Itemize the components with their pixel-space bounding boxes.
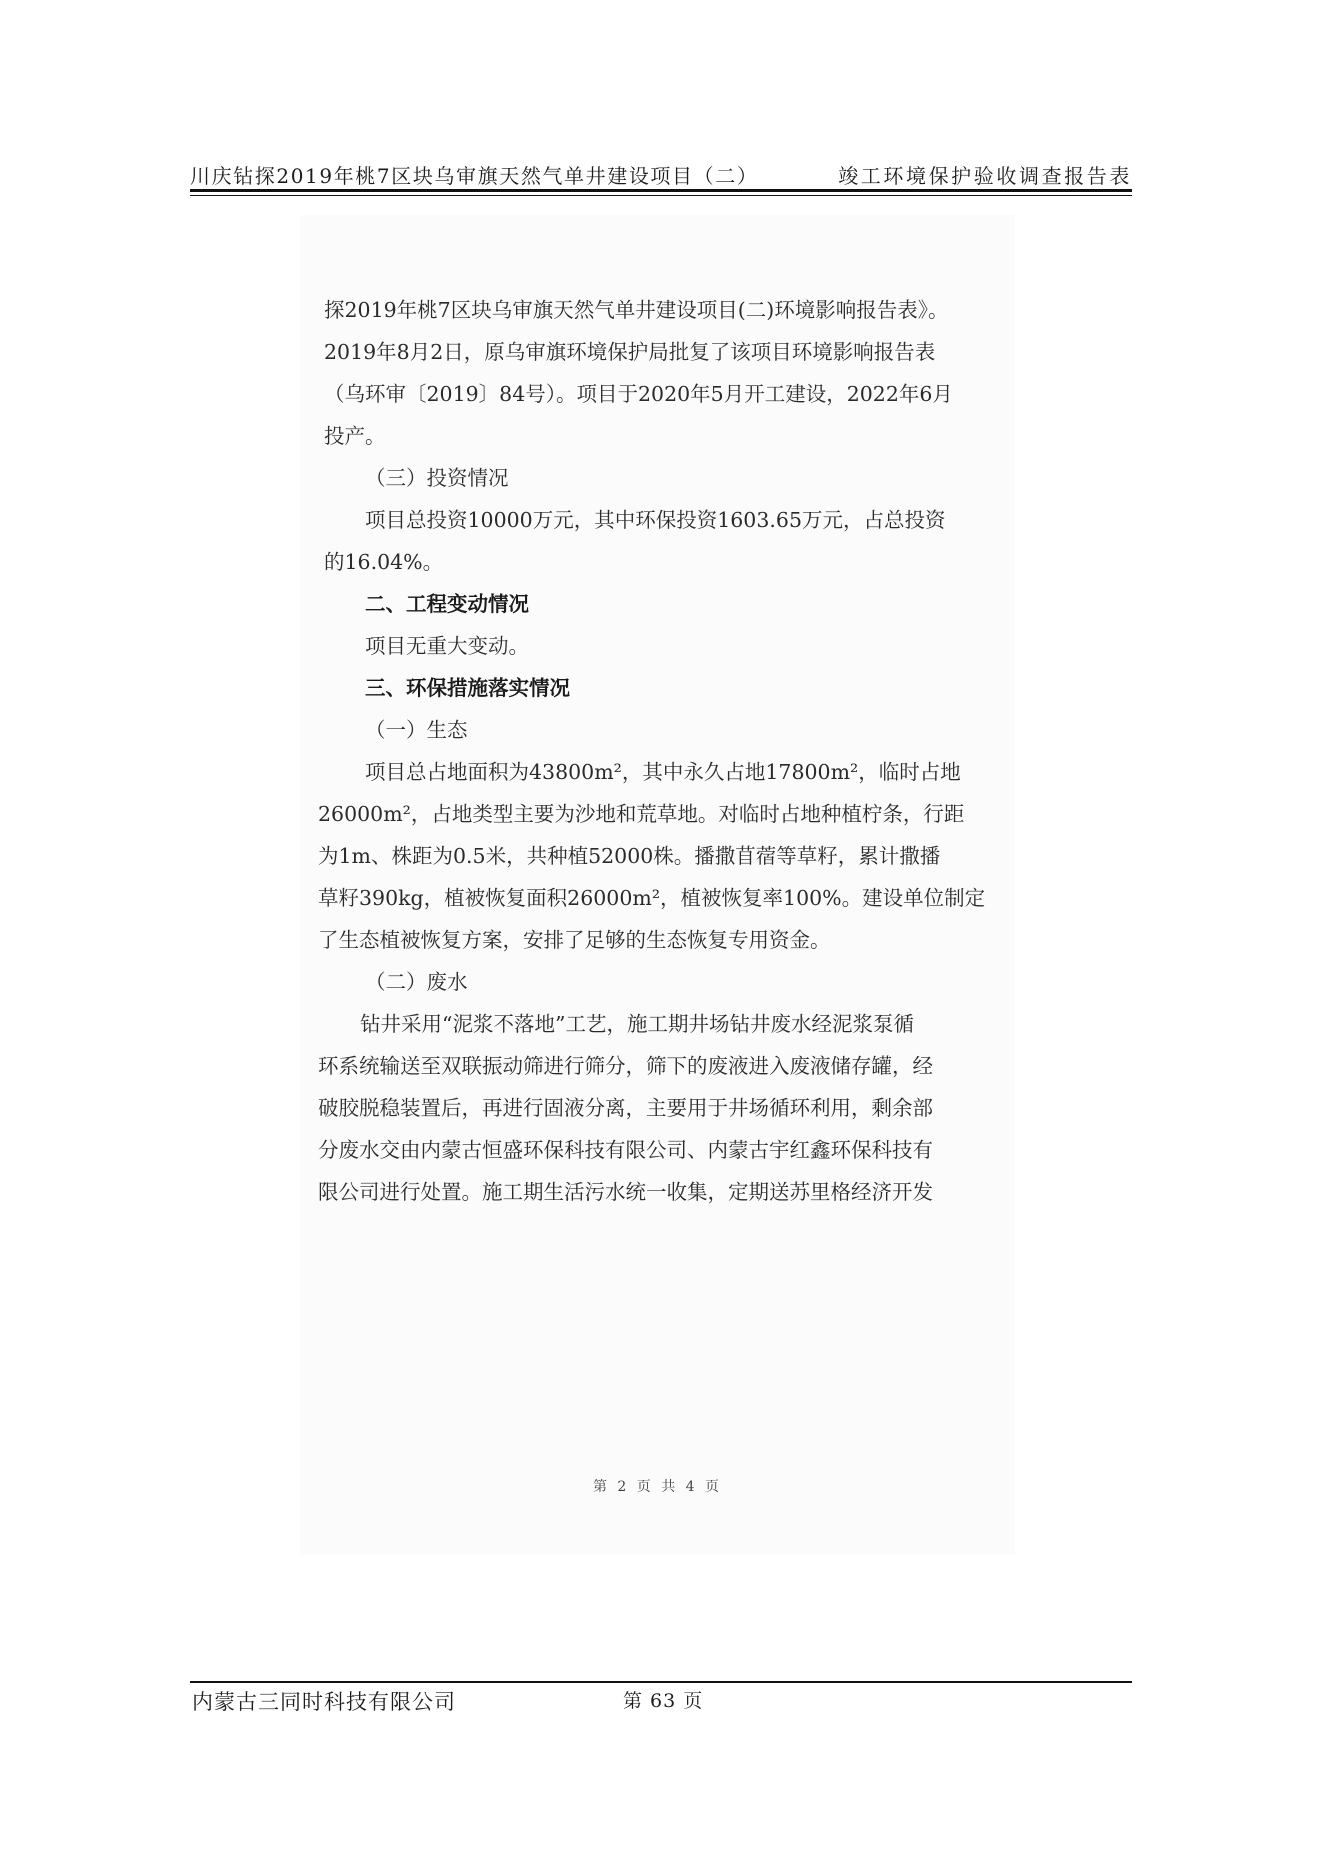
header-report-title: 竣工环境保护验收调查报告表	[838, 164, 1132, 188]
section-heading-wastewater: （二）废水	[365, 970, 468, 994]
body-line-3: （乌环审〔2019〕84号）。项目于2020年5月开工建设，2022年6月	[324, 382, 953, 406]
body-line-1: 探2019年桃7区块乌审旗天然气单井建设项目(二)环境影响报告表》。	[324, 298, 949, 322]
inner-page-number: 第 2 页 共 4 页	[592, 1479, 723, 1495]
body-line-21: 分废水交由内蒙古恒盛环保科技有限公司、内蒙古宇红鑫环保科技有	[318, 1138, 933, 1162]
body-line-9: 项目无重大变动。	[365, 634, 529, 658]
body-line-20: 破胶脱稳装置后，再进行固液分离，主要用于井场循环利用，剩余部	[318, 1096, 933, 1120]
page-header	[190, 154, 1132, 194]
section-heading-ecology: （一）生态	[365, 718, 468, 742]
body-line-2: 2019年8月2日，原乌审旗环境保护局批复了该项目环境影响报告表	[324, 340, 936, 364]
body-line-14: 为1m、株距为0.5米，共种植52000株。播撒苜蓿等草籽，累计撒播	[318, 844, 941, 868]
body-line-19: 环系统输送至双联振动筛进行筛分，筛下的废液进入废液储存罐，经	[318, 1054, 933, 1078]
body-line-18: 钻井采用“泥浆不落地”工艺，施工期井场钻井废水经泥浆泵循	[360, 1012, 914, 1036]
section-heading-changes: 二、工程变动情况	[365, 592, 529, 616]
section-heading-investment: （三）投资情况	[365, 466, 509, 490]
body-line-22: 限公司进行处置。施工期生活污水统一收集，定期送苏里格经济开发	[318, 1180, 933, 1204]
body-line-12: 项目总占地面积为43800m²，其中永久占地17800m²，临时占地	[365, 760, 961, 784]
header-rule-thin	[190, 195, 1132, 196]
header-project-title: 川庆钻探2019年桃7区块乌审旗天然气单井建设项目（二）	[190, 164, 759, 188]
body-line-16: 了生态植被恢复方案，安排了足够的生态恢复专用资金。	[318, 928, 831, 952]
section-heading-measures: 三、环保措施落实情况	[365, 676, 570, 700]
header-rule-thick	[190, 189, 1132, 192]
footer-page-number: 第 63 页	[623, 1690, 704, 1712]
body-line-7: 的16.04%。	[324, 550, 444, 574]
scanned-page	[300, 215, 1015, 1555]
body-line-6: 项目总投资10000万元，其中环保投资1603.65万元，占总投资	[365, 508, 946, 532]
body-line-4: 投产。	[324, 424, 386, 448]
body-line-13: 26000m²，占地类型主要为沙地和荒草地。对临时占地种植柠条，行距	[318, 802, 965, 826]
footer-company-name: 内蒙古三同时科技有限公司	[192, 1690, 456, 1714]
footer-rule	[190, 1681, 1132, 1683]
body-line-15: 草籽390kg，植被恢复面积26000m²，植被恢复率100%。建设单位制定	[318, 886, 986, 910]
